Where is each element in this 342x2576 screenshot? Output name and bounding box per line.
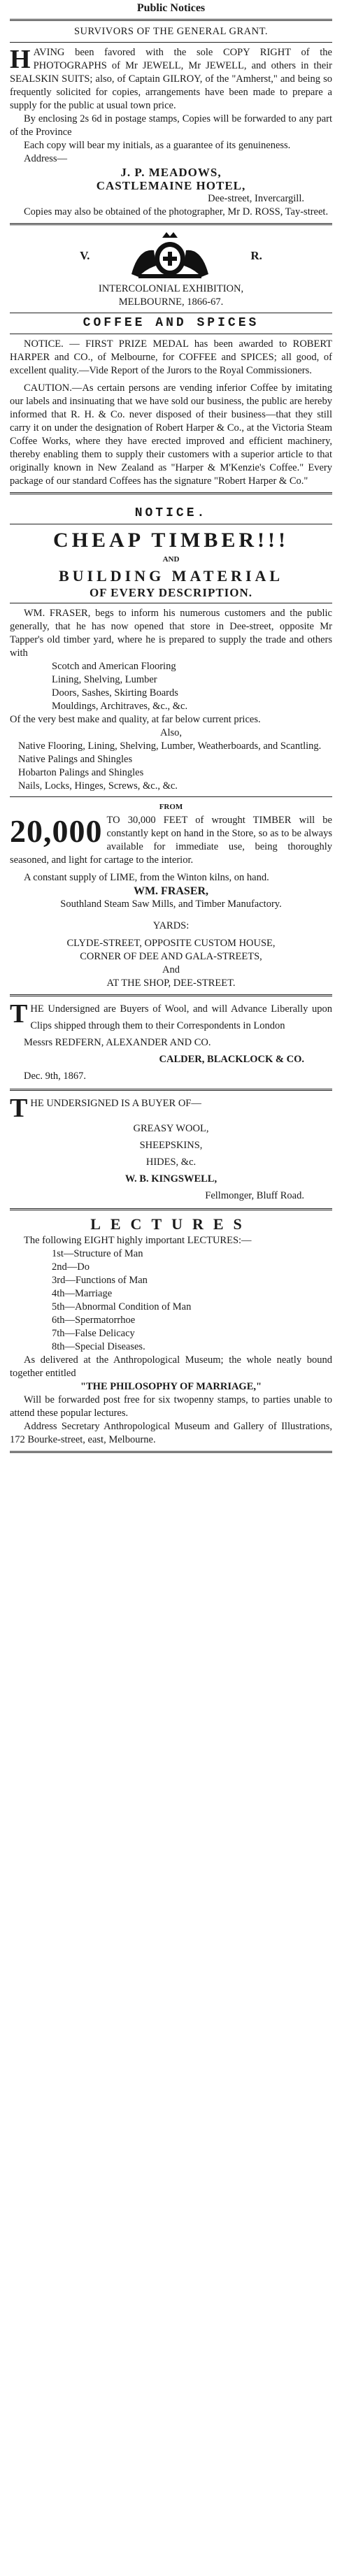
lectures-address: Address Secretary Anthropological Museum and Gallery of Illustrations, 172 Bourke-street, east, Melbourne. (10, 1421, 332, 1445)
ad-grant-survivors (10, 25, 332, 219)
list-item: 8th—Special Diseases. (52, 1341, 145, 1352)
notice-date: Dec. 9th, 1867. (24, 1071, 86, 1082)
ad-timber (10, 499, 332, 990)
also-label: Also, (159, 727, 183, 738)
caution-notice: CAUTION.—As certain persons are vending inferior Coffee by imitating our labels and insinuating that we have sold our business, the public are hereby informed that R. H. & Co. never disposed of their business—that they still carry it on under the designation of Robert Harper & Co., at the Victoria Steam Coffee Works, where they have erected improved and efficient machinery, thereby enabling them to supply their customers with a superior article to that originally known in New Zealand as "Harper & M'Kenzie's Coffee." Every package of our standard Coffees has the signature "Robert Harper & Co." (10, 382, 332, 487)
list-item: Native Flooring, Lining, Shelving, Lumber, Weatherboards, and Scantling. (18, 740, 322, 752)
exhibition-place: MELBOURNE, 1866-67. (118, 296, 224, 308)
ad-body: AVING been favored with the sole COPY RIGHT of the PHOTOGRAPHS of Mr JEWELL, Mr JEWELL, and others in their SEALSKIN SUITS; also, of Captain GILROY, of the "Amherst," and being so frequently solicited for copies, arrangements have been made to prepare a supply for the public at usual town price. (10, 47, 332, 111)
signatory-name: J. P. MEADOWS, (120, 166, 222, 179)
list-item: Mouldings, Architraves, &c., &c. (52, 701, 188, 712)
rule (10, 42, 332, 43)
list-item: Nails, Locks, Hinges, Screws, &c., &c. (18, 780, 178, 792)
rule (10, 223, 332, 225)
yard-address: CORNER OF DEE AND GALA-STREETS, (80, 951, 262, 962)
list-item: GREASY WOOL, (133, 1123, 209, 1134)
lectures-heading: LECTURES (90, 1215, 252, 1233)
lime-notice: A constant supply of LIME, from the Winton kilns, on hand. (24, 872, 269, 883)
timber-list-1 (10, 660, 332, 713)
ad-wool-buyers (10, 1001, 332, 1085)
section-header: Public Notices (136, 2, 206, 14)
list-item: Lining, Shelving, Lumber (52, 674, 157, 685)
yards-heading: YARDS: (152, 920, 190, 931)
lectures-paragraph: As delivered at the Anthropological Museum; the whole neatly bound together entitled (10, 1354, 332, 1379)
kingswell-heading: HE UNDERSIGNED IS A BUYER OF— (30, 1098, 201, 1109)
ad-footer: Copies may also be obtained of the photographer, Mr D. ROSS, Tay-street. (24, 206, 329, 217)
lectures-paragraph: Will be forwarded post free for six twopenny stamps, to parties unable to attend these popular lectures. (10, 1394, 332, 1419)
list-item: 7th—False Delicacy (52, 1328, 135, 1339)
list-item: 2nd—Do (52, 1261, 90, 1273)
and-label: AND (162, 555, 180, 564)
crest-left-letter: V. (80, 248, 90, 262)
list-item: 3rd—Functions of Man (52, 1275, 148, 1286)
building-material-heading: BUILDING MATERIAL (58, 567, 284, 585)
book-title: "THE PHILOSOPHY OF MARRIAGE," (80, 1381, 262, 1392)
signatory-name: CALDER, BLACKLOCK & CO. (159, 1054, 304, 1065)
drop-cap: T (10, 999, 28, 1029)
drop-cap: T (10, 1094, 28, 1123)
coffee-heading: COFFEE AND SPICES (83, 316, 259, 330)
rule (10, 1208, 332, 1210)
timber-intro: WM. FRASER, begs to inform his numerous customers and the public generally, that he has now opened that store in Dee-street, opposite Mr Tapper's old timber yard, where he is prepared to supply the trade and others with (10, 608, 332, 659)
crest-right-letter: R. (250, 248, 262, 262)
big-number: 20,000 (10, 813, 103, 849)
yard-address: AT THE SHOP, DEE-STREET. (106, 978, 236, 989)
signatory-name: W. B. KINGSWELL, (124, 1173, 218, 1185)
royal-coat-of-arms-icon (117, 231, 222, 280)
address-label: Address— (24, 153, 68, 164)
and-label: And (162, 964, 180, 975)
ad-coffee (10, 231, 332, 488)
cheap-timber-heading: CHEAP TIMBER!!! (53, 529, 289, 552)
list-item: 6th—Spermatorrhoe (52, 1315, 136, 1326)
exhibition-title: INTERCOLONIAL EXHIBITION, (98, 283, 244, 294)
royal-crest-row (10, 231, 332, 280)
ad-lectures (10, 1215, 332, 1447)
list-item: Doors, Sashes, Skirting Boards (52, 687, 178, 699)
timber-list-2 (10, 740, 332, 793)
wool-body: HE Undersigned are Buyers of Wool, and will Advance Liberally upon Clips shipped through them to their Correspondents in London (30, 1003, 332, 1031)
lectures-intro: The following EIGHT highly important LECTURES:— (24, 1235, 252, 1246)
list-item: Scotch and American Flooring (52, 661, 176, 672)
street-address: Dee-street, Invercargill. (208, 193, 304, 204)
list-item: 4th—Marriage (52, 1288, 113, 1299)
rule (10, 1451, 332, 1453)
rule (10, 19, 332, 21)
ad-paragraph: Each copy will bear my initials, as a guarantee of its genuineness. (24, 140, 291, 151)
list-item: Hobarton Palings and Shingles (18, 767, 144, 778)
signatory-name: WM. FRASER, (133, 885, 209, 897)
list-item: HIDES, &c. (145, 1157, 197, 1168)
timber-stock-text: TO 30,000 FEET of wrought TIMBER will be constantly kept on hand in the Store, so as to be always available for immediate use, being thoroughly seasoned, and light for cartage to the interior. (10, 815, 332, 866)
ad-title: SURVIVORS OF THE GENERAL GRANT. (73, 26, 269, 37)
from-label: FROM (159, 803, 183, 811)
yard-address: CLYDE-STREET, OPPOSITE CUSTOM HOUSE, (66, 938, 276, 949)
newspaper-column (10, 0, 332, 1453)
prize-notice: NOTICE. — FIRST PRIZE MEDAL has been awarded to ROBERT HARPER and CO., of Melbourne, for COFFEE and SPICES; all good, of excellent quality.—Vide Report of the Jurors to the Royal Commissioners. (10, 338, 332, 376)
every-description: OF EVERY DESCRIPTION. (89, 586, 253, 599)
list-item: SHEEPSKINS, (139, 1140, 203, 1151)
list-item: Native Palings and Shingles (18, 754, 133, 765)
list-item: 1st—Structure of Man (52, 1248, 143, 1259)
timber-quality: Of the very best make and quality, at far below current prices. (10, 714, 261, 725)
ad-paragraph: By enclosing 2s 6d in postage stamps, Copies will be forwarded to any part of the Province (10, 113, 332, 138)
list-item: 5th—Abnormal Condition of Man (52, 1301, 192, 1312)
drop-cap: H (10, 45, 31, 74)
ad-kingswell (10, 1095, 332, 1204)
wool-correspondents: Messrs REDFERN, ALEXANDER AND CO. (24, 1037, 211, 1048)
lectures-list (10, 1247, 332, 1354)
signatory-address: Fellmonger, Bluff Road. (205, 1190, 304, 1201)
notice-heading: NOTICE. (134, 506, 208, 520)
rule (10, 994, 332, 996)
hotel-name: CASTLEMAINE HOTEL, (96, 179, 246, 192)
rule (10, 796, 332, 797)
signatory-description: Southland Steam Saw Mills, and Timber Manufactory. (60, 899, 282, 910)
rule (10, 492, 332, 494)
rule (10, 1089, 332, 1091)
